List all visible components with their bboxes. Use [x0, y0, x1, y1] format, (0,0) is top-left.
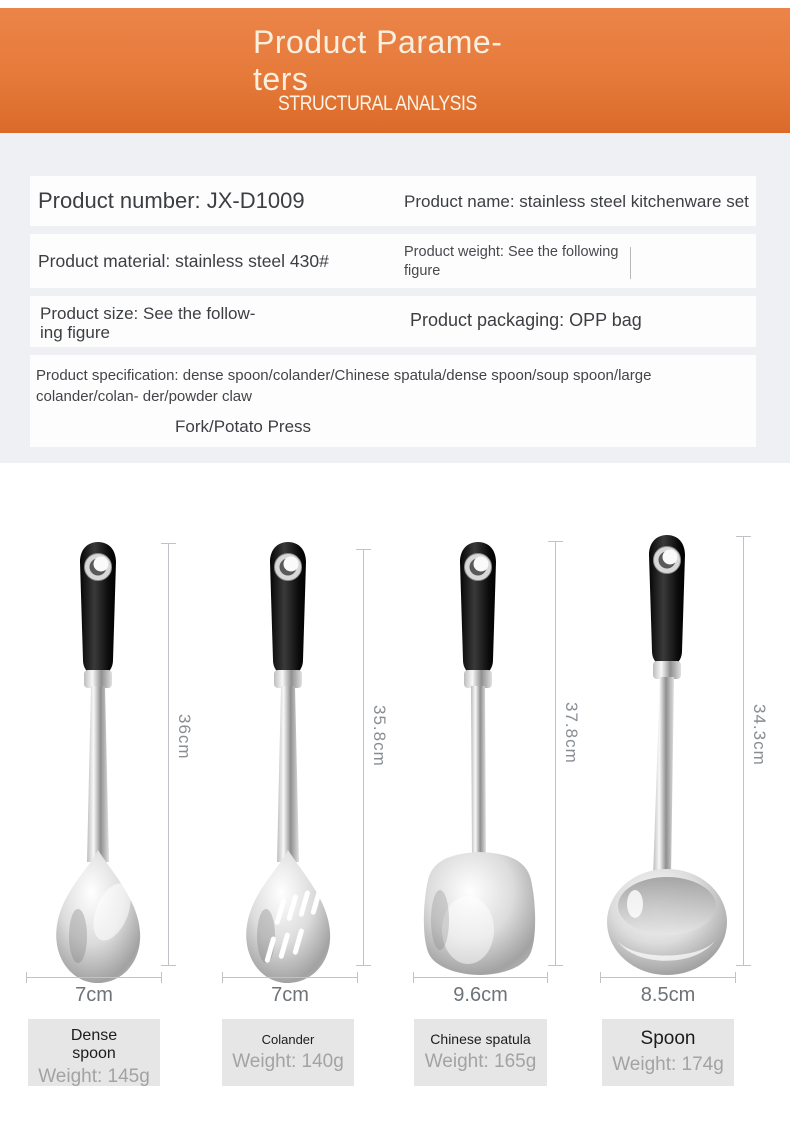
spec-row-number-name: [30, 176, 756, 226]
utensil-weight: Weight: 165g: [424, 1051, 537, 1073]
hang-hole-icon: [275, 554, 302, 581]
width-dimension-line-2: [222, 977, 358, 978]
product-weight-line1: Product weight: See the following: [404, 244, 619, 260]
width-label-3: 9.6cm: [453, 984, 508, 1006]
specification-line2: der/powder claw: [142, 388, 252, 405]
page-title-line2: ters: [253, 61, 309, 97]
width-dimension-line-3: [413, 977, 548, 978]
product-packaging-value: Product packaging: OPP bag: [410, 310, 642, 330]
spec-row-size-packaging: [30, 296, 756, 347]
utensil-card-dense-spoon: [28, 1019, 160, 1086]
product-name-value: Product name: stainless steel kitchenware set: [404, 192, 749, 211]
cell-divider: [630, 247, 631, 279]
product-number-value: Product number: JX-D1009: [38, 188, 305, 213]
height-label-3: 37.8cm: [562, 702, 581, 764]
height-dimension-line-2: [363, 549, 364, 966]
utensil-card-colander: [222, 1019, 354, 1086]
page-title: [253, 24, 502, 98]
utensil-chinese-spatula: [420, 540, 550, 980]
specification-line1: Product specification: dense spoon/colander/Chinese spatula/dense spoon/soup spoon/large colander/colan-: [36, 367, 652, 405]
utensil-weight: Weight: 140g: [232, 1051, 344, 1073]
utensil-soup-ladle: [605, 532, 735, 982]
hang-hole-icon: [654, 547, 681, 574]
utensil-card-spoon: [602, 1019, 734, 1086]
utensil-weight: Weight: 174g: [612, 1053, 724, 1075]
product-weight-value: [404, 243, 618, 281]
utensil-name: Chinese spatula: [430, 1031, 531, 1047]
page-subtitle: STRUCTURAL ANALYSIS: [278, 92, 477, 115]
height-dimension-line-1: [168, 543, 169, 966]
product-weight-line2: figure: [404, 263, 441, 279]
utensil-name: Colander: [261, 1032, 315, 1047]
product-size-value: [40, 304, 255, 342]
height-label-2: 35.8cm: [370, 705, 389, 767]
utensil-name: Dense spoon: [70, 1027, 118, 1062]
spec-row-specification: [30, 355, 756, 447]
width-label-4: 8.5cm: [640, 984, 696, 1006]
utensil-colander: [240, 540, 360, 986]
utensil-dense-spoon: [50, 540, 170, 986]
hang-hole-icon: [85, 554, 112, 581]
height-label-1: 36cm: [175, 714, 194, 760]
product-size-line2: ing figure: [40, 323, 110, 342]
width-label-1: 7cm: [75, 984, 113, 1006]
utensil-weight: Weight: 145g: [38, 1066, 150, 1088]
width-dimension-line-4: [600, 977, 736, 978]
hang-hole-icon: [465, 554, 492, 581]
width-dimension-line-1: [26, 977, 162, 978]
page-title-line1: Product Parame-: [253, 24, 503, 60]
width-label-2: 7cm: [271, 984, 309, 1006]
utensil-card-chinese-spatula: [414, 1019, 547, 1086]
height-dimension-line-3: [555, 541, 556, 966]
specification-extra: Fork/Potato Press: [175, 417, 312, 436]
product-specification-value: [36, 365, 750, 407]
utensil-name: Spoon: [640, 1028, 696, 1049]
height-label-4: 34.3cm: [750, 704, 769, 766]
height-dimension-line-4: [743, 536, 744, 966]
product-material-value: Product material: stainless steel 430#: [38, 251, 329, 271]
spec-row-material-weight: [30, 234, 756, 288]
product-size-line1: Product size: See the follow-: [40, 304, 256, 323]
